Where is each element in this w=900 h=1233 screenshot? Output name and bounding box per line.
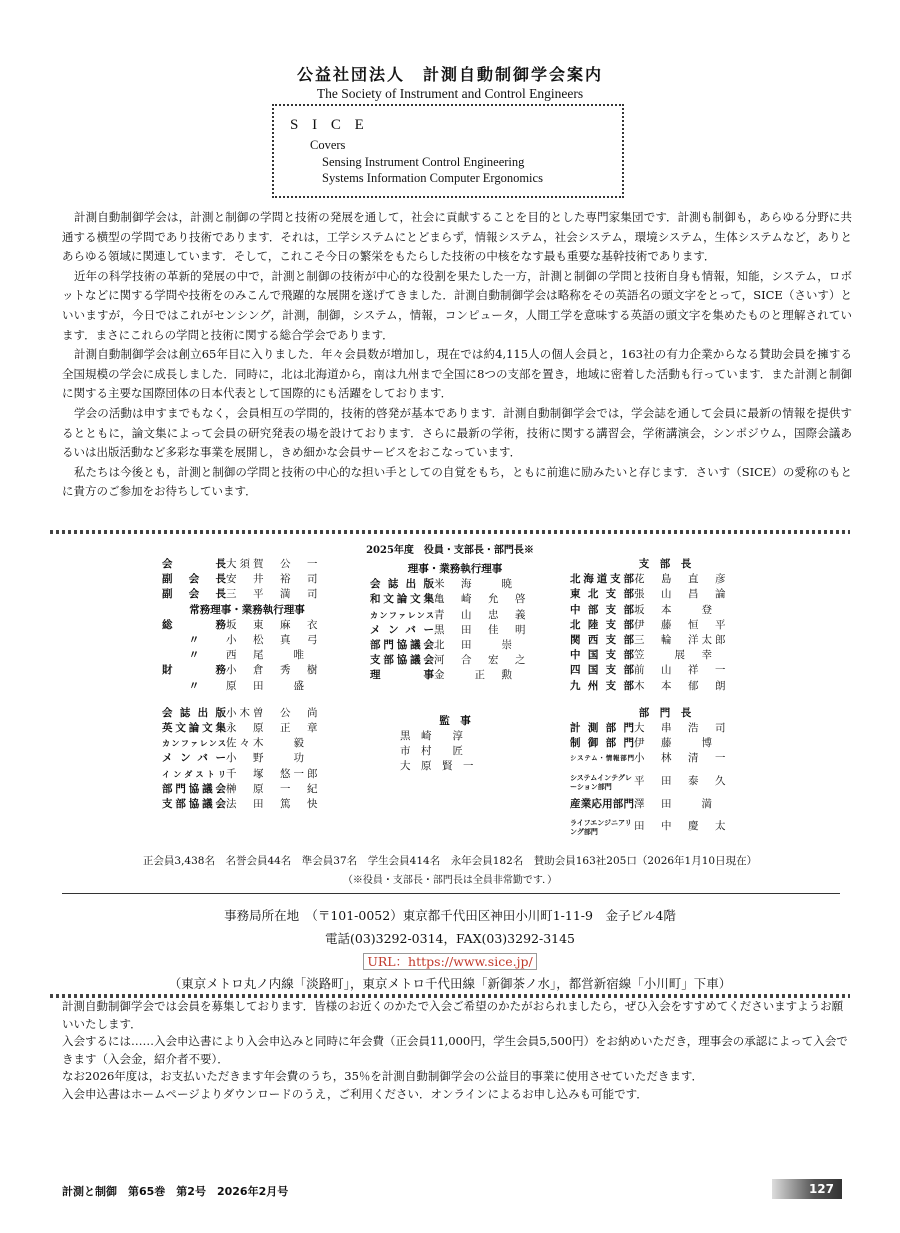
division-role: ライフエンジニアリング部門 [570, 817, 632, 836]
officer-role: インダストリ [162, 768, 226, 779]
branch-role: 関西支部 [570, 634, 634, 647]
division-role: 産業応用部門 [570, 797, 634, 810]
journal-issue: 計測と制御 第65巻 第2号 2026年2月号 [62, 1185, 289, 1198]
officer-row [370, 638, 540, 653]
website-url[interactable] [0, 952, 900, 970]
officer-row [370, 653, 540, 668]
division-name: 平 田 泰 久 [634, 775, 729, 788]
officer-name: 佐々木 毅 [226, 737, 307, 750]
officer-row [162, 663, 332, 678]
branch-row [570, 618, 760, 633]
officer-row [370, 623, 540, 638]
branch-role: 中国支部 [570, 649, 634, 662]
officer-role: 財 務 [162, 664, 226, 677]
branch-name: 木 本 郁 朗 [634, 679, 729, 692]
auditor-name: 市 村 匠 [400, 745, 463, 758]
division-role: システム・情報部門 [570, 754, 634, 763]
officer-name: 小木曽 公 尚 [226, 706, 321, 719]
website-url-link[interactable]: URL：https://www.sice.jp/ [363, 953, 536, 970]
officer-row [162, 572, 332, 587]
officer-role: 英文論文集 [162, 722, 226, 735]
branch-row [570, 648, 760, 663]
officer-row [370, 668, 540, 683]
officer-role: 〃 [188, 679, 200, 692]
division-name: 大 串 浩 司 [634, 722, 729, 735]
officers-left-column [162, 557, 332, 812]
branch-role: 北陸支部 [570, 618, 634, 631]
officer-name: 金 正 勲 [434, 669, 515, 682]
officer-row [162, 633, 332, 648]
auditor-name: 黒 崎 淳 [400, 729, 463, 742]
sice-line-2: Systems Information Computer Ergonomics [322, 171, 543, 185]
officer-name: 坂 東 麻 衣 [226, 618, 321, 631]
membership-info [62, 998, 852, 1103]
intro-paragraph: 計測自動制御学会は創立65年目に入りました．年々会員数が増加し，現在では約4,115人の個人会員と，163社の有力企業からなる賛助会員を擁する全国規模の学会に成長しました．同時に，北は北海道から，南は九州まで全国に8つの支部を置き，地域に密着した活動も行っています．また計測と制御に関する主要な国際団体の日本代表として国際的にも活躍をしております． [62, 347, 852, 401]
branch-role: 中部支部 [570, 603, 634, 616]
officer-name: 榊 原 一 紀 [226, 782, 321, 795]
office-access: （東京メトロ丸ノ内線「淡路町」，東京メトロ千代田線「新御茶ノ水」，都営新宿線「小川町」下車） [168, 976, 732, 991]
officer-role: カンファレンス [162, 738, 226, 749]
branch-name: 三 輪 洋太郎 [634, 634, 729, 647]
officer-role: カンファレンス [370, 609, 434, 620]
officer-role: 部門協議会 [370, 639, 434, 652]
branch-role: 東北支部 [570, 588, 634, 601]
officer-row [370, 592, 540, 607]
join-paragraph: なお2026年度は，お支払いただきます年会費のうち，35％を計測自動制御学会の公益目的事業に使用させていただきます． [62, 1069, 703, 1083]
officers-note: （※役員・支部長・部門長は全員非常勤です．） [342, 875, 558, 886]
page-title: 公益社団法人 計測自動制御学会案内 [296, 65, 603, 84]
division-name: 澤 田 満 [634, 797, 715, 810]
branch-name: 坂 本 登 [634, 603, 715, 616]
division-role: 計測部門 [570, 722, 634, 735]
officer-row [162, 618, 332, 633]
branch-name: 張 山 昌 論 [634, 588, 729, 601]
officer-role: 会誌出版 [370, 578, 434, 591]
officer-name: 小 倉 秀 樹 [226, 664, 321, 677]
join-paragraph: 入会申込書はホームページよりダウンロードのうえ，ご利用ください．オンラインによるお申し込みも可能です． [62, 1086, 648, 1101]
division-row [570, 767, 760, 797]
division-name: 田 中 慶 太 [634, 820, 729, 833]
branch-name: 伊 藤 恒 平 [634, 618, 729, 631]
intro-paragraph: 私たちは今後とも，計測と制御の学問と技術の中心的な担い手としての自覚をもち，ともに前進に励みたいと存じます．さいす（SICE）の愛称のもとに貴方のご参加をお待ちしています． [62, 464, 852, 499]
officer-role: 副会長 [162, 588, 226, 601]
officer-name: 大須賀 公 一 [226, 558, 321, 570]
branches-heading: 支 部 長 [638, 558, 692, 570]
officer-row [162, 797, 332, 812]
join-paragraph: 計測自動制御学会では会員を募集しております．皆様のお近くのかたで入会ご希望のかたがおられましたら，ぜひ入会をすすめてくださいますようお願いいたします． [62, 999, 844, 1031]
officer-name: 小 野 功 [226, 752, 307, 765]
officers-middle-column [370, 562, 540, 774]
officer-role: 和文論文集 [370, 593, 434, 606]
officer-row [162, 648, 332, 663]
officer-role: 支部協議会 [162, 798, 226, 811]
officer-name: 黒 田 佳 明 [434, 623, 529, 636]
branch-row [570, 603, 760, 618]
branch-role: 北海道支部 [570, 573, 634, 586]
officers-right-column [570, 557, 760, 842]
officer-role: 部門協議会 [162, 782, 226, 795]
auditors-heading: 監 事 [439, 714, 471, 727]
officer-name: 青 山 忠 義 [434, 608, 529, 621]
officer-role: 理 事 [370, 669, 434, 682]
branch-name: 前 山 祥 一 [634, 664, 729, 677]
branch-row [570, 633, 760, 648]
officer-name: 原 田 盛 [226, 679, 307, 692]
officer-role: 〃 [188, 649, 200, 662]
intro-text [62, 208, 852, 502]
division-role: システムインテグレーション部門 [570, 772, 632, 791]
officer-name: 千 塚 悠一郎 [226, 767, 321, 780]
officer-role: 会誌出版 [162, 706, 226, 719]
branch-row [570, 572, 760, 587]
officer-name: 小 松 真 弓 [226, 634, 321, 647]
officer-name: 河 合 宏 之 [434, 654, 529, 667]
branch-name: 笠 展 幸 [634, 649, 715, 662]
division-row [570, 721, 760, 736]
officers-title: 2025年度 役員・支部長・部門長※ [366, 545, 534, 556]
officer-name: 米 海 暁 [434, 578, 515, 591]
office-phone: 電話(03)3292-0314，FAX(03)3292-3145 [324, 931, 576, 946]
officer-row [162, 557, 332, 572]
wavy-divider [50, 530, 850, 534]
english-subtitle: The Society of Instrument and Control Engineers [316, 86, 584, 101]
sice-covers: Covers [310, 138, 346, 152]
division-role: 制御部門 [570, 737, 634, 750]
officer-role: 副会長 [162, 573, 226, 586]
officer-role: 〃 [188, 634, 200, 647]
auditor-name: 大 原 賢 一 [400, 760, 474, 773]
officers-left-heading: 常務理事・業務執行理事 [189, 603, 305, 616]
officer-role: 総 務 [162, 618, 226, 631]
sice-acronym: S I C E [290, 117, 369, 133]
officer-role: メンバー [370, 623, 434, 636]
division-name: 小 林 清 一 [634, 752, 729, 765]
officer-name: 永 原 正 章 [226, 722, 321, 735]
officer-row [162, 706, 332, 721]
officer-row [162, 782, 332, 797]
division-row [570, 736, 760, 751]
officer-name: 亀 崎 允 啓 [434, 593, 529, 606]
officer-row [162, 767, 332, 782]
officer-name: 北 田 崇 [434, 639, 515, 652]
office-address: 事務局所在地 （〒101-0052）東京都千代田区神田小川町1-11-9 金子ビル4階 [224, 908, 676, 923]
divisions-heading: 部 門 長 [638, 706, 692, 719]
division-row [570, 751, 760, 766]
officer-name: 安 井 裕 司 [226, 573, 321, 586]
officer-row [162, 751, 332, 766]
officer-name: 法 田 篤 快 [226, 798, 321, 811]
division-row [570, 797, 760, 812]
sice-line-1: Sensing Instrument Control Engineering [322, 155, 525, 169]
branch-row [570, 679, 760, 694]
division-name: 伊 藤 博 [634, 737, 715, 750]
officer-role: メンバー [162, 752, 226, 765]
join-paragraph: 入会するには……入会申込書により入会申込みと同時に年会費（正会員11,000円，学生会員5,500円）をお納めいただき，理事会の承認によって入会できます（入会金，紹介者不要）． [62, 1034, 848, 1066]
branch-name: 花 島 直 彦 [634, 573, 729, 586]
officer-role: 支部協議会 [370, 654, 434, 667]
intro-paragraph: 近年の科学技術の革新的発展の中で，計測と制御の技術が中心的な役割を果たした一方，計測と制御の学問と技術自身も情報，知能，システム，ロボットなどに関する学問や技術をのみこんで飛躍的な展開を遂げてきました．計測自動制御学会は略称をその英語名の頭文字をとって，SICE（さいす）といいますが，今日ではこれがセンシング，計測，制御，システム，情報，コンピュータ，人間工学を意味する英語の頭文字を集めたものと理解されています．まさにこれらの学問と技術に関する総合学会であります． [62, 268, 852, 342]
membership-stats: 正会員3,438名 名誉会員44名 準会員37名 学生会員414名 永年会員182名 賛助会員163社205口（2026年1月10日現在） [142, 855, 758, 867]
intro-paragraph: 学会の活動は申すまでもなく，会員相互の学問的，技術的啓発が基本であります．計測自動制御学会では，学会誌を通して会員に最新の情報を提供するとともに，論文集によって会員の研究発表の場を設けております．さらに最新の学術，技術に関する講習会，学術講演会，シンポジウム，国際会議あるいは出版活動など多彩な事業を展開し，きめ細かな会員サービスをおこなっています． [62, 405, 852, 460]
officer-role: 会 長 [162, 558, 226, 570]
branch-row [570, 663, 760, 678]
officers-middle-heading: 理事・業務執行理事 [407, 563, 503, 575]
branch-role: 九州支部 [570, 679, 634, 692]
officer-name: 三 平 満 司 [226, 588, 321, 601]
officer-row [162, 736, 332, 751]
branch-row [570, 587, 760, 602]
intro-paragraph: 計測自動制御学会は，計測と制御の学問と技術の発展を通して，社会に貢献することを目的とした専門家集団です．計測も制御も，あらゆる分野に共通する横型の学問であり技術であります．それは，工学システムにとどまらず，情報システム，社会システム，環境システム，生体システムなど，ありとあらゆる領域に関連しています．そして，これこそ今日の繁栄をもたらした技術の中核をなす最も重要な基幹技術であります． [62, 210, 852, 264]
branch-role: 四国支部 [570, 664, 634, 677]
division-row [570, 812, 760, 842]
officer-row [162, 587, 332, 602]
officer-name: 西 尾 唯 [226, 649, 307, 662]
officer-row [370, 577, 540, 592]
officer-row [162, 679, 332, 694]
page-number: 127 [772, 1179, 842, 1199]
officer-row [162, 721, 332, 736]
officer-row [370, 608, 540, 623]
divider-top [62, 893, 840, 894]
